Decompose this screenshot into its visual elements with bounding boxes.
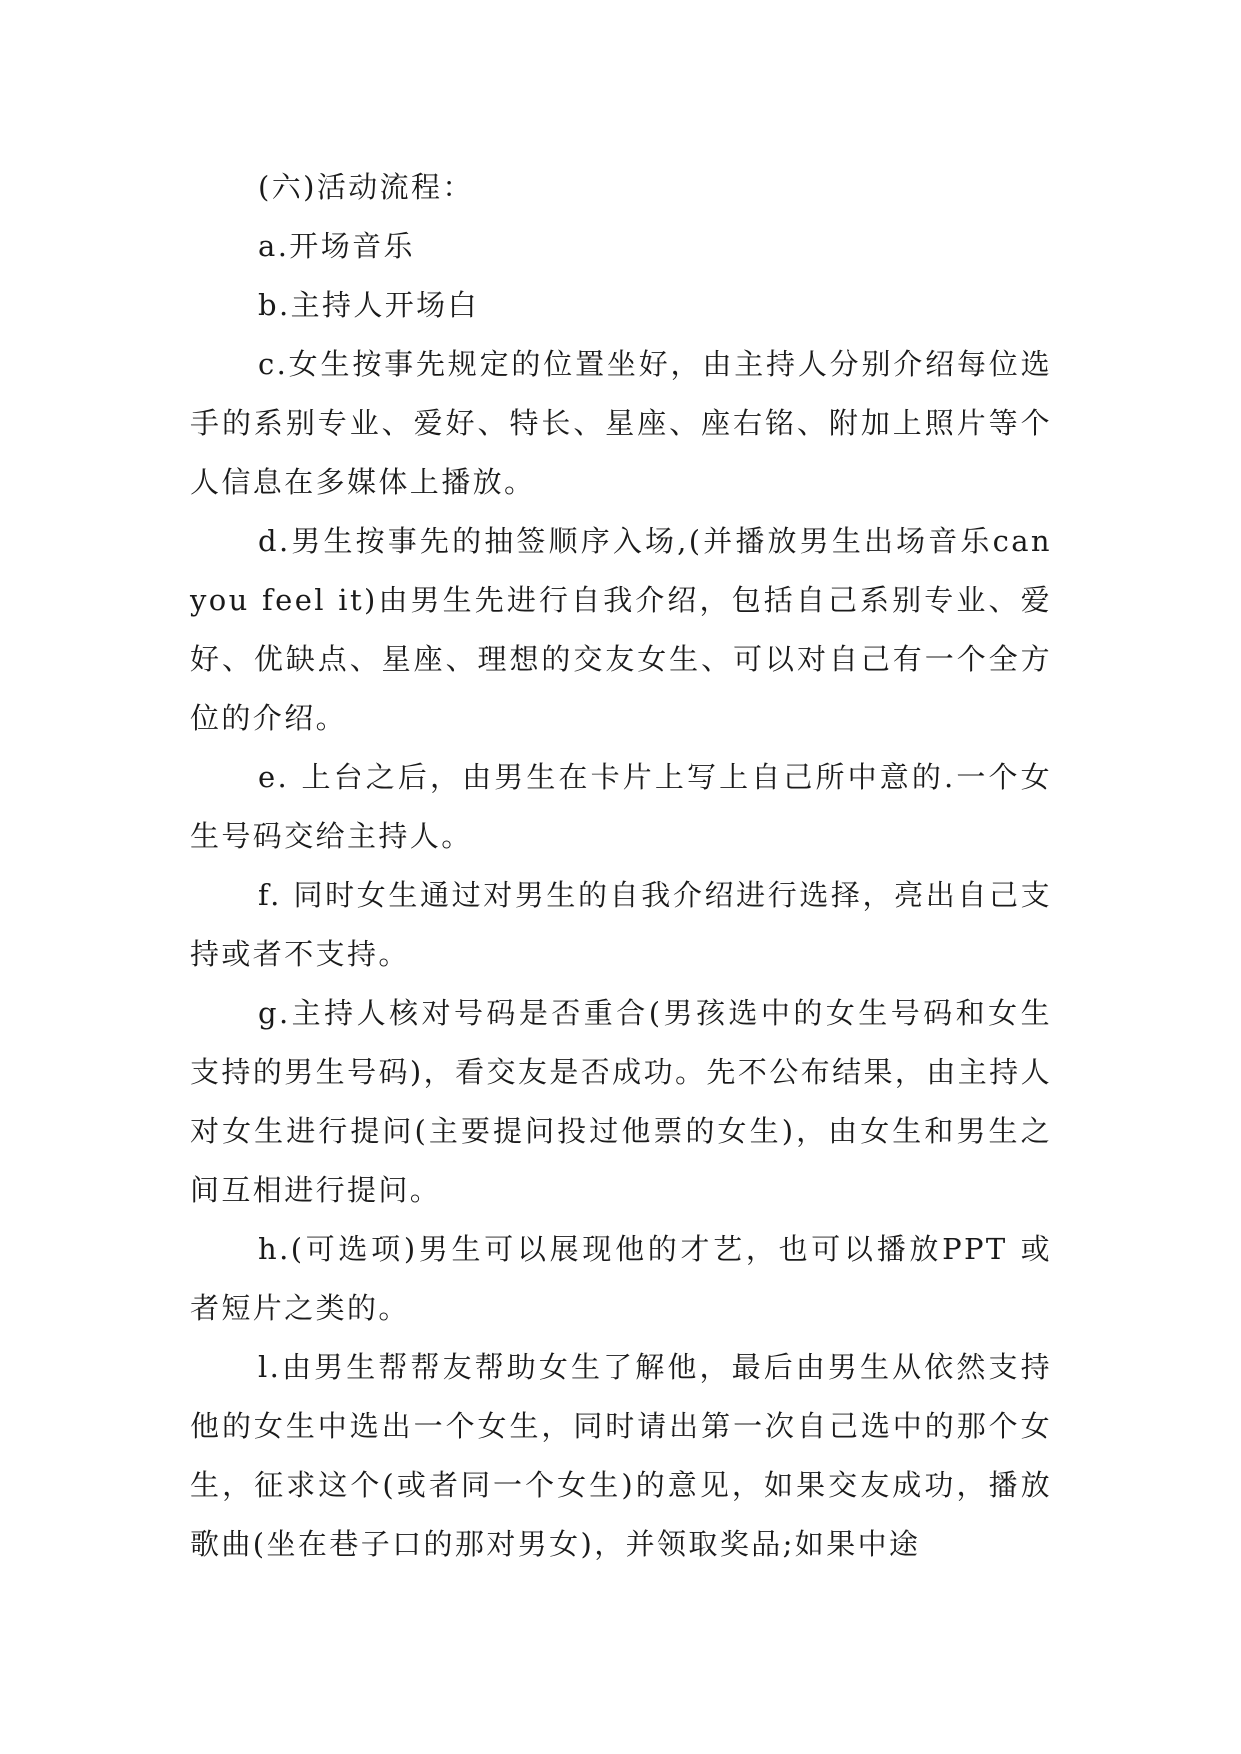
paragraph-step-a: a.开场音乐: [258, 229, 415, 263]
paragraph-section-heading: (六)活动流程：: [258, 170, 474, 204]
paragraph-step-h: h.(可选项)男生可以展现他的才艺，也可以播放PPT 或者短片之类的。: [190, 1232, 1052, 1325]
paragraph-step-g: g.主持人核对号码是否重合(男孩选中的女生号码和女生支持的男生号码)，看交友是否成功。先不公布结果，由主持人对女生进行提问(主要提问投过他票的女生)，由女生和男生之间互相进行提问。: [190, 996, 1052, 1207]
paragraph-step-d: d.男生按事先的抽签顺序入场,(并播放男生出场音乐can you feel it)由男生先进行自我介绍，包括自己系别专业、爱好、优缺点、星座、理想的交友女生、可以对自己有一个全方位的介绍。: [190, 524, 1052, 735]
paragraph-step-c: c.女生按事先规定的位置坐好，由主持人分别介绍每位选手的系别专业、爱好、特长、星座、座右铭、附加上照片等个人信息在多媒体上播放。: [190, 347, 1052, 499]
paragraph-step-f: f. 同时女生通过对男生的自我介绍进行选择，亮出自己支持或者不支持。: [190, 878, 1052, 971]
document-body: [190, 158, 1052, 1574]
paragraph-step-b: b.主持人开场白: [258, 288, 479, 322]
paragraph-step-l: l.由男生帮帮友帮助女生了解他，最后由男生从依然支持他的女生中选出一个女生，同时请出第一次自己选中的那个女生，征求这个(或者同一个女生)的意见，如果交友成功，播放歌曲(坐在巷子口的那对男女)，并领取奖品;如果中途: [190, 1350, 1052, 1561]
paragraph-step-e: e. 上台之后，由男生在卡片上写上自己所中意的.一个女生号码交给主持人。: [190, 760, 1052, 853]
